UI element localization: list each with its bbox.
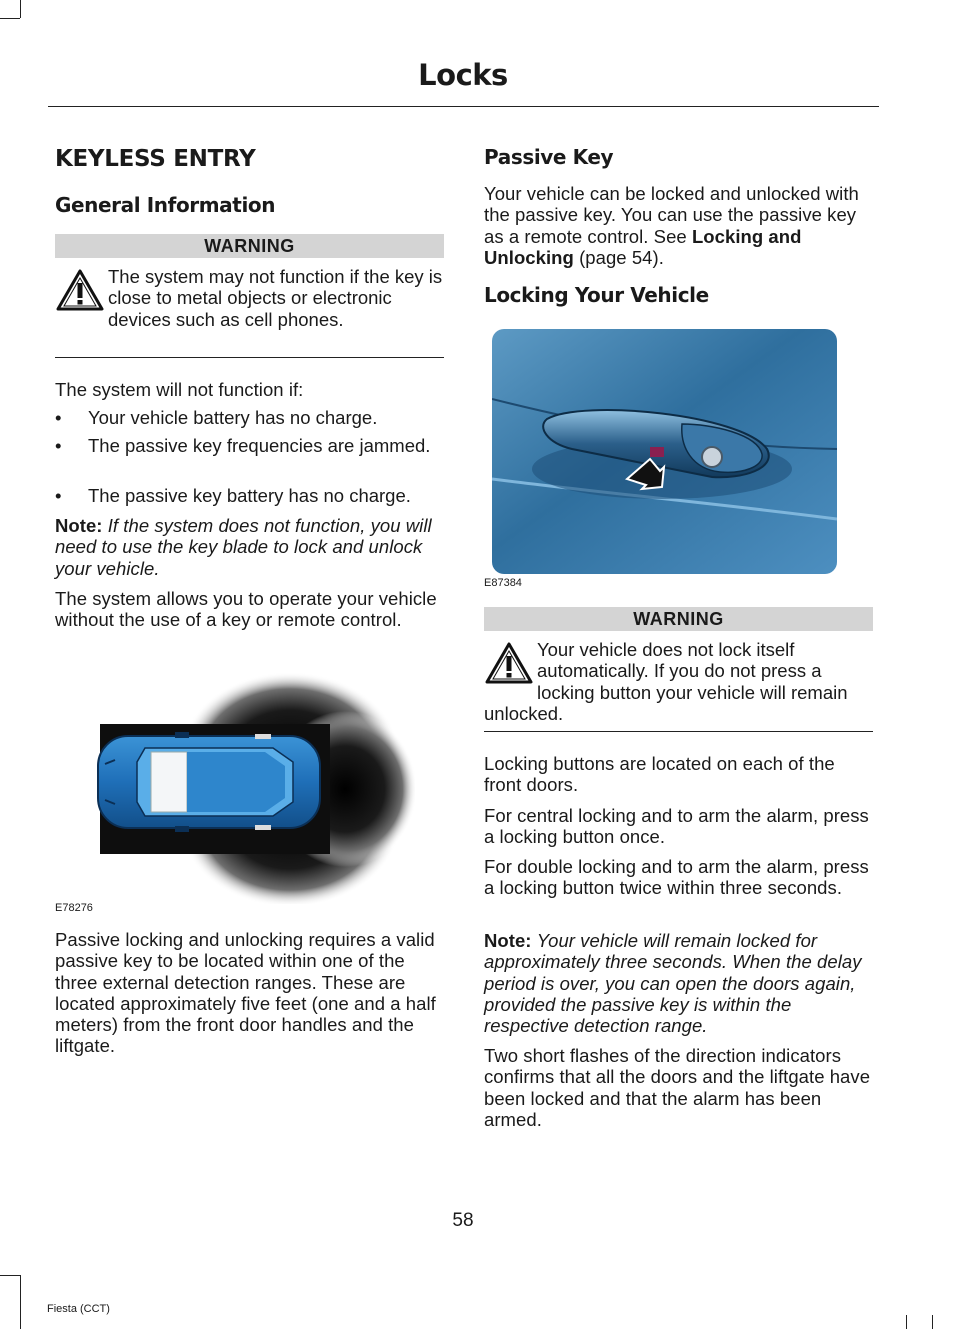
direction-indicators-paragraph: Two short flashes of the direction indicators confirms that all the doors and the liftgate have been locked and that the alarm has been armed. [484, 1045, 871, 1130]
list-item-text: The passive key frequencies are jammed. [88, 435, 431, 456]
warning-box [484, 639, 873, 724]
section-title: KEYLESS ENTRY [55, 146, 256, 172]
locking-and-unlocking-link[interactable]: Locking and Unlocking [484, 225, 802, 268]
central-locking-paragraph: For central locking and to arm the alarm, press a locking button once. [484, 805, 869, 848]
page-reference: (page 54). [573, 246, 664, 268]
bullet-dot: • [55, 435, 62, 456]
warning-bottom-rule [55, 357, 444, 358]
figure-code: E87384 [484, 577, 522, 589]
door-handle-figure [492, 329, 837, 574]
list-item-text: The passive key battery has no charge. [88, 485, 411, 506]
locking-buttons-paragraph: Locking buttons are located on each of the front doors. [484, 753, 835, 796]
detection-range-figure [95, 664, 415, 904]
passive-locking-paragraph: Passive locking and unlocking requires a valid passive key to be located within one of the three external detection ranges. These are located approximately five feet (one and a half meters) from the front door handles and the liftgate. [55, 929, 436, 1057]
crop-mark-top-left-h [0, 18, 20, 19]
car-top-view [98, 732, 320, 832]
warning-bottom-rule [484, 731, 873, 732]
note-paragraph [55, 515, 444, 579]
figure-code: E78276 [55, 902, 93, 914]
list-item-text: Your vehicle battery has no charge. [88, 407, 378, 428]
warning-text: Your vehicle does not lock itself automatically. If you do not press a locking button your vehicle will remain unlocked. [484, 639, 848, 724]
crop-mark-bottom-right-v2 [932, 1315, 933, 1329]
note-text: Your vehicle will remain locked for approximately three seconds. When the delay period is over, you can open the doors again, provided the passive key is within the respective detection range. [484, 930, 862, 1037]
page-title: Locks [418, 58, 508, 92]
warning-icon-slot [484, 639, 537, 701]
crop-mark-top-left-v [20, 0, 21, 18]
page-number: 58 [452, 1210, 474, 1231]
intro-text: The system will not function if: [55, 379, 304, 400]
warning-triangle-icon [484, 641, 534, 685]
note-label: Note: [484, 930, 532, 951]
passive-key-text: Your vehicle can be locked and unlocked with the passive key. You can use the passive key as a remote control. See [484, 183, 859, 247]
title-divider [48, 106, 879, 107]
bullet-dot: • [55, 407, 62, 428]
warning-box [55, 266, 444, 330]
warning-icon-slot [55, 266, 108, 328]
bullet-dot: • [55, 485, 62, 506]
crop-mark-bottom-left-v [20, 1275, 21, 1329]
warning-triangle-icon [55, 268, 105, 312]
operation-paragraph: The system allows you to operate your vehicle without the use of a key or remote control. [55, 588, 437, 631]
warning-header: WARNING [55, 234, 444, 258]
warning-header: WARNING [484, 607, 873, 631]
crop-mark-bottom-left-h [0, 1275, 20, 1276]
locking-title: Locking Your Vehicle [484, 283, 709, 307]
passive-key-paragraph [484, 183, 873, 268]
subsection-title: General Information [55, 193, 276, 217]
footer-model: Fiesta (CCT) [47, 1303, 110, 1315]
crop-mark-bottom-right-v1 [906, 1315, 907, 1329]
note-label: Note: [55, 515, 103, 536]
double-locking-paragraph: For double locking and to arm the alarm, press a locking button twice within three seconds. [484, 856, 869, 899]
note-text: If the system does not function, you will need to use the key blade to lock and unlock your vehicle. [55, 515, 432, 579]
note-paragraph [484, 930, 873, 1036]
warning-text: The system may not function if the key is close to metal objects or electronic devices such as cell phones. [108, 266, 443, 330]
passive-key-title: Passive Key [484, 145, 614, 169]
